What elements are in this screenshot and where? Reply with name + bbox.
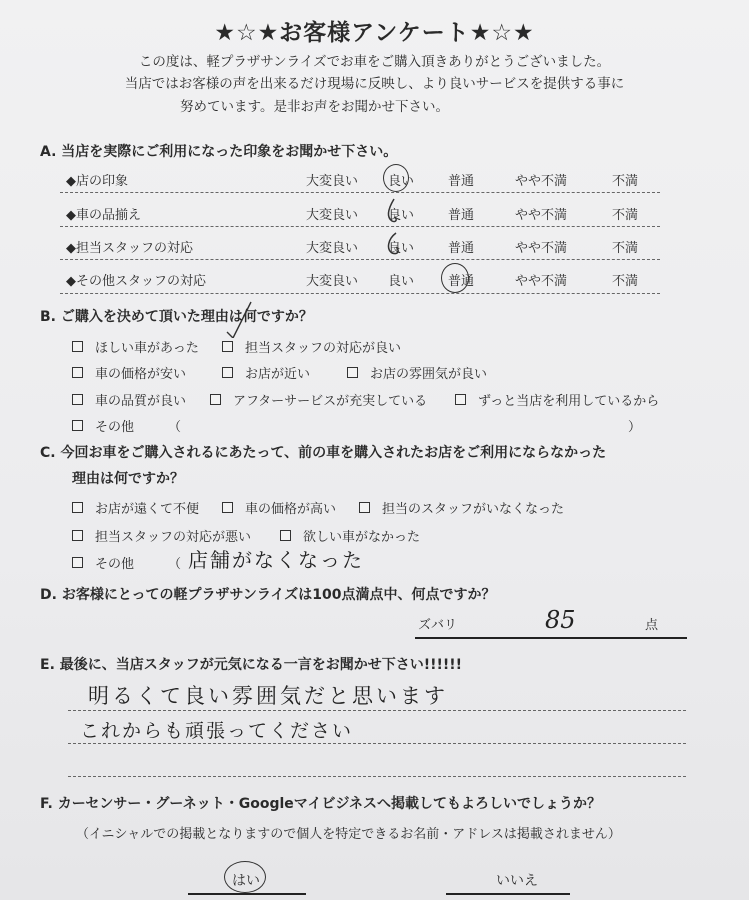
comment-line	[68, 743, 686, 744]
rating-unsatisfied[interactable]: 不満	[612, 174, 639, 189]
question-b: B. ご購入を決めて頂いた理由は何ですか？	[40, 309, 313, 325]
checkbox[interactable]	[72, 394, 83, 405]
option-good-quality[interactable]	[72, 390, 186, 409]
checkbox[interactable]	[280, 530, 291, 541]
checkbox[interactable]	[222, 502, 233, 513]
option-label: その他	[95, 420, 135, 435]
comment-line	[68, 710, 686, 711]
option-label: ずっと当店を利用しているから	[478, 394, 660, 409]
rating-good[interactable]: 良い	[388, 208, 415, 223]
option-label: お店の雰囲気が良い	[370, 367, 488, 382]
intro-line-2: 当店ではお客様の声を出来るだけ現場に反映し、より良いサービスを提供する事に	[124, 76, 625, 92]
option-no-car-wanted[interactable]	[280, 526, 420, 545]
option-label: 欲しい車がなかった	[303, 530, 421, 545]
row-a2-label: ◆車の品揃え	[66, 208, 141, 223]
yes-underline	[188, 893, 306, 895]
option-no[interactable]: いいえ	[496, 873, 538, 889]
option-label: 担当スタッフの対応が良い	[245, 341, 402, 356]
survey-title: ★☆★お客様アンケート★☆★	[214, 20, 535, 46]
rating-slightly-unsatisfied[interactable]: やや不満	[515, 208, 568, 223]
handwritten-check-marks	[378, 195, 408, 265]
intro-line-1: この度は、軽プラザサンライズでお車をご購入頂きありがとうございました。	[138, 54, 611, 70]
question-c-line-1: C. 今回お車をご購入されるにあたって、前の車を購入されたお店をご利用にならなかった	[40, 445, 607, 461]
rating-slightly-unsatisfied[interactable]: やや不満	[515, 241, 568, 256]
rating-unsatisfied[interactable]: 不満	[612, 274, 639, 289]
row-a1-label: ◆店の印象	[66, 174, 128, 189]
option-label: お店が遠くて不便	[95, 502, 200, 517]
rating-normal[interactable]: 普通	[448, 208, 475, 223]
checkbox[interactable]	[222, 341, 233, 352]
checkbox[interactable]	[72, 420, 83, 431]
option-yes[interactable]: はい	[232, 873, 260, 889]
privacy-note: （イニシャルでの掲載となりますので個人を特定できるお名前・アドレスは掲載されません）	[76, 827, 621, 842]
question-f: F. カーセンサー・グーネット・Googleマイビジネスへ掲載してもよろしいでしょうか？	[40, 796, 602, 812]
option-label: アフターサービスが充実している	[233, 394, 428, 409]
option-staff-bad[interactable]	[72, 526, 251, 545]
check-mark-icon	[225, 298, 255, 338]
row-divider	[60, 226, 660, 227]
rating-normal[interactable]: 普通	[448, 274, 475, 289]
checkbox[interactable]	[72, 341, 83, 352]
question-e: E. 最後に、当店スタッフが元気になる一言をお聞かせ下さい!!!!!!	[40, 657, 463, 673]
rating-good[interactable]: 良い	[388, 274, 415, 289]
option-label: 担当のスタッフがいなくなった	[382, 502, 565, 517]
rating-unsatisfied[interactable]: 不満	[612, 241, 639, 256]
score-underline	[415, 637, 687, 639]
rating-slightly-unsatisfied[interactable]: やや不満	[515, 174, 568, 189]
comment-line	[68, 776, 686, 777]
option-other-b[interactable]	[72, 416, 134, 435]
option-label: 車の価格が安い	[95, 367, 187, 382]
checkbox[interactable]	[72, 530, 83, 541]
score-label: ズバリ	[418, 618, 458, 633]
option-store-far[interactable]	[72, 498, 199, 517]
checkbox[interactable]	[347, 367, 358, 378]
option-after-service[interactable]	[210, 390, 427, 409]
paren-open: （	[168, 557, 182, 572]
row-a4-label: ◆その他スタッフの対応	[66, 274, 206, 289]
option-label: お店が近い	[245, 367, 311, 382]
row-divider	[60, 259, 660, 260]
rating-normal[interactable]: 普通	[448, 241, 475, 256]
option-staff-left[interactable]	[359, 498, 564, 517]
no-underline	[446, 893, 570, 895]
option-cheap-price[interactable]	[72, 363, 186, 382]
handwritten-other-answer: 店舗がなくなった	[188, 548, 364, 572]
paren-close: ）	[628, 420, 642, 435]
handwritten-comment-line-2: これからも頑張ってください	[80, 720, 354, 742]
checkbox[interactable]	[72, 502, 83, 513]
rating-very-good[interactable]: 大変良い	[306, 274, 359, 289]
rating-unsatisfied[interactable]: 不満	[612, 208, 639, 223]
question-c-line-2: 理由は何ですか？	[72, 471, 184, 487]
paren-open: （	[168, 420, 182, 435]
score-unit: 点	[645, 618, 659, 633]
checkbox[interactable]	[210, 394, 221, 405]
checkbox[interactable]	[359, 502, 370, 513]
checkbox[interactable]	[455, 394, 466, 405]
option-regular-customer[interactable]	[455, 390, 659, 409]
option-store-near[interactable]	[222, 363, 310, 382]
row-divider	[60, 293, 660, 294]
rating-normal[interactable]: 普通	[448, 174, 475, 189]
option-label: 車の価格が高い	[245, 502, 337, 517]
handwritten-score: 85	[545, 606, 576, 634]
rating-very-good[interactable]: 大変良い	[306, 174, 359, 189]
option-label: その他	[95, 557, 135, 572]
option-staff-good[interactable]	[222, 337, 401, 356]
option-label: ほしい車があった	[95, 341, 199, 356]
option-other-c[interactable]	[72, 553, 134, 572]
question-d: D. お客様にとっての軽プラザサンライズは100点満点中、何点ですか？	[40, 587, 496, 603]
option-label: 車の品質が良い	[95, 394, 187, 409]
row-divider	[60, 192, 660, 193]
rating-good[interactable]: 良い	[388, 241, 415, 256]
option-label: 担当スタッフの対応が悪い	[95, 530, 252, 545]
selected-mark	[224, 861, 266, 893]
rating-good[interactable]: 良い	[388, 174, 415, 189]
checkbox[interactable]	[222, 367, 233, 378]
selected-mark	[383, 164, 409, 192]
checkbox[interactable]	[72, 557, 83, 568]
checkbox[interactable]	[72, 367, 83, 378]
rating-slightly-unsatisfied[interactable]: やや不満	[515, 274, 568, 289]
handwritten-comment-line-1: 明るくて良い雰囲気だと思います	[88, 684, 448, 708]
rating-very-good[interactable]: 大変良い	[306, 208, 359, 223]
option-good-atmosphere[interactable]	[347, 363, 487, 382]
row-a3-label: ◆担当スタッフの対応	[66, 241, 193, 256]
question-a: A. 当店を実際にご利用になった印象をお聞かせ下さい。	[40, 144, 398, 160]
option-price-high[interactable]	[222, 498, 336, 517]
rating-very-good[interactable]: 大変良い	[306, 241, 359, 256]
selected-mark	[441, 263, 469, 293]
option-wanted-car[interactable]	[72, 337, 199, 356]
intro-line-3: 努めています。是非お声をお聞かせ下さい。	[180, 99, 449, 115]
